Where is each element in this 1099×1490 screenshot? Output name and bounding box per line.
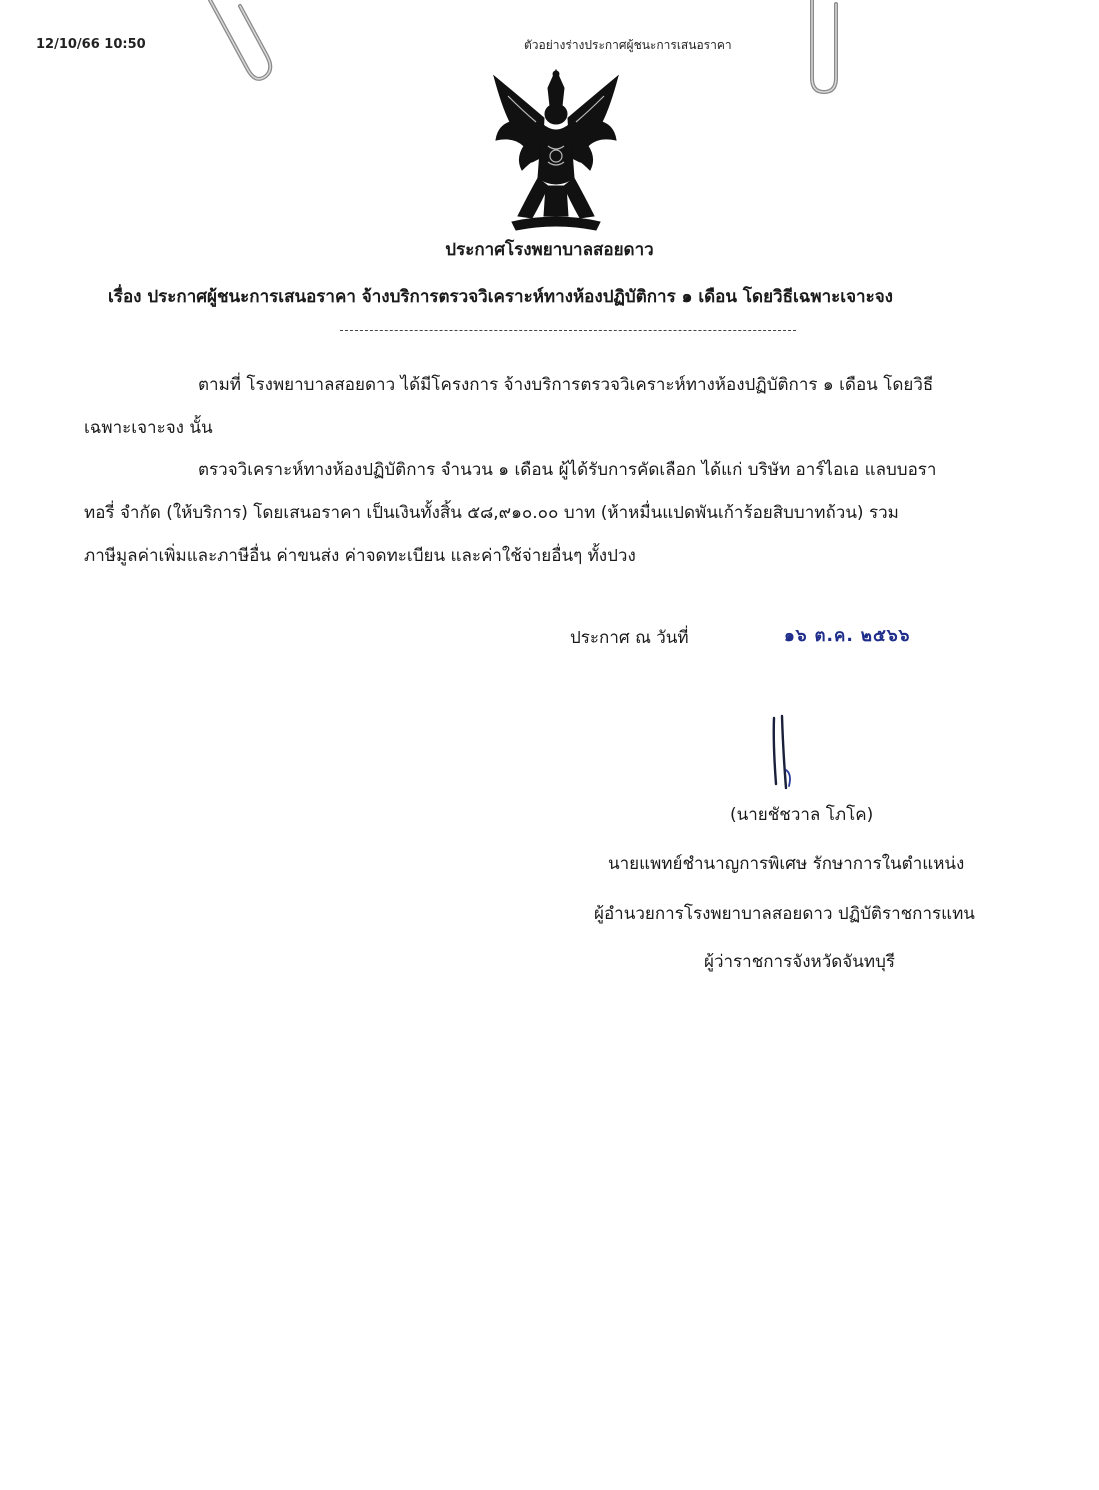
- signatory-position-2: ผู้อำนวยการโรงพยาบาลสอยดาว ปฏิบัติราชการแทน: [594, 904, 975, 924]
- body-line-2: เฉพาะเจาะจง นั้น: [84, 418, 213, 438]
- garuda-emblem-icon: [488, 66, 624, 232]
- announcement-date-label: ประกาศ ณ วันที่: [570, 628, 689, 648]
- announcement-date: ๑๖ ต.ค. ๒๕๖๖: [784, 626, 911, 646]
- draft-label: ตัวอย่างร่างประกาศผู้ชนะการเสนอราคา: [524, 38, 732, 52]
- signatory-position-1: นายแพทย์ชำนาญการพิเศษ รักษาการในตำแหน่ง: [608, 854, 965, 874]
- body-line-4: ทอรี่ จำกัด (ให้บริการ) โดยเสนอราคา เป็นเงินทั้งสิ้น ๕๘,๙๑๐.๐๐ บาท (ห้าหมื่นแปดพันเก้าร้อยสิบบาทถ้วน) รวม: [84, 503, 899, 523]
- paper-clip-icon: [200, 0, 280, 90]
- handwritten-signature-icon: [752, 714, 812, 794]
- signatory-name: (นายชัชวาล โภโค): [730, 805, 874, 825]
- print-datetime: 12/10/66 10:50: [36, 37, 146, 52]
- body-line-1: ตามที่ โรงพยาบาลสอยดาว ได้มีโครงการ จ้างบริการตรวจวิเคราะห์ทางห้องปฏิบัติการ ๑ เดือน โดยวิธี: [198, 375, 934, 395]
- body-line-3: ตรวจวิเคราะห์ทางห้องปฏิบัติการ จำนวน ๑ เดือน ผู้ได้รับการคัดเลือก ได้แก่ บริษัท อาร์ไอเอ แลบบอรา: [198, 460, 937, 480]
- body-line-5: ภาษีมูลค่าเพิ่มและภาษีอื่น ค่าขนส่ง ค่าจดทะเบียน และค่าใช้จ่ายอื่นๆ ทั้งปวง: [84, 546, 636, 566]
- paper-clip-icon: [800, 0, 850, 100]
- announcement-title: ประกาศโรงพยาบาลสอยดาว: [445, 240, 654, 260]
- announcement-subject: เรื่อง ประกาศผู้ชนะการเสนอราคา จ้างบริการตรวจวิเคราะห์ทางห้องปฏิบัติการ ๑ เดือน โดยวิธีเฉพาะเจาะจง: [108, 287, 893, 307]
- signatory-position-3: ผู้ว่าราชการจังหวัดจันทบุรี: [704, 952, 896, 972]
- divider: [340, 330, 796, 331]
